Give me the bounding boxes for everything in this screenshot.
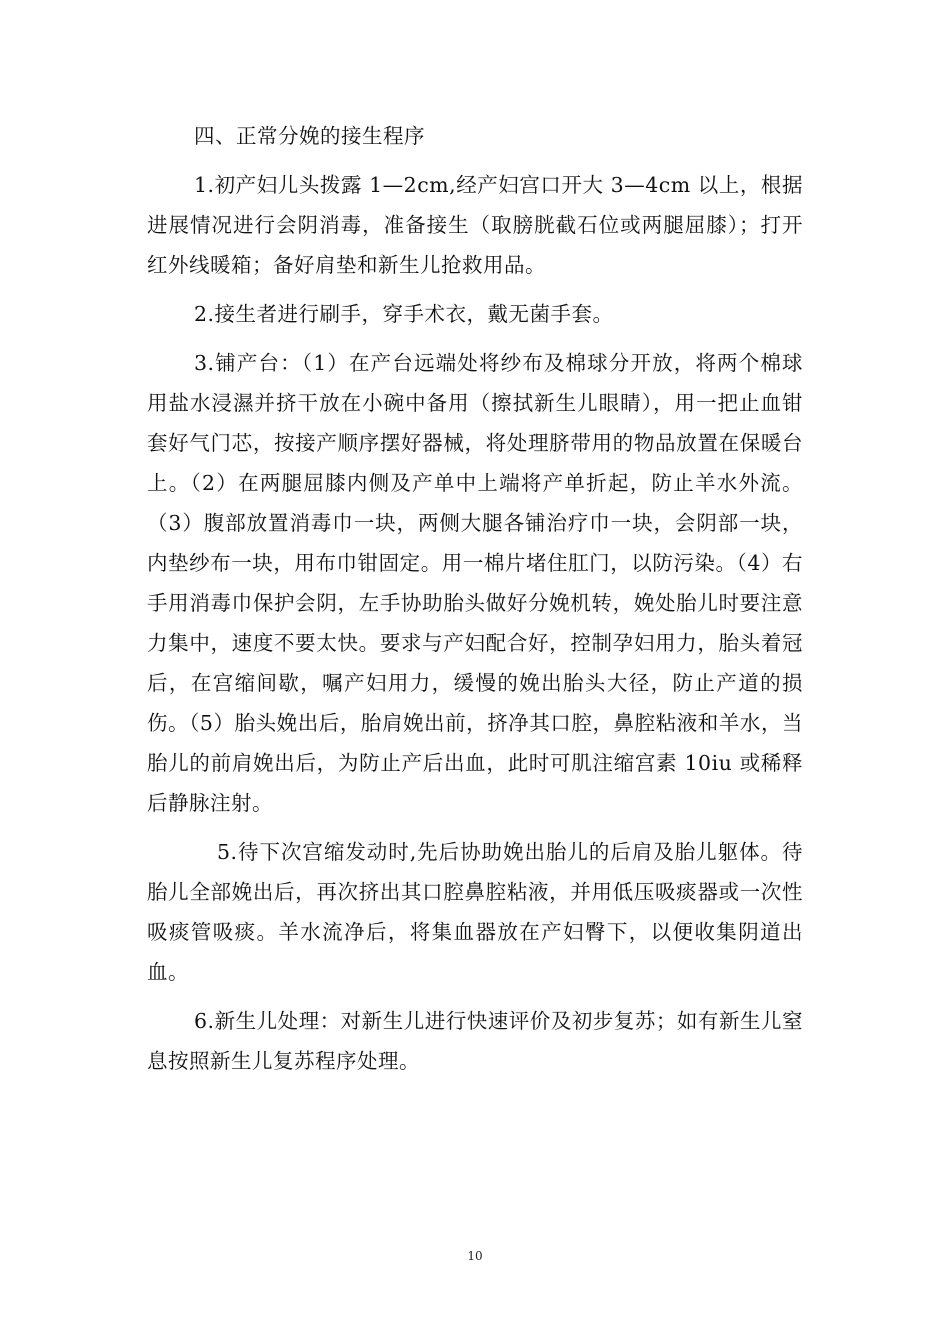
paragraph-step-3: 3.铺产台：（1）在产台远端处将纱布及棉球分开放，将两个棉球用盐水浸濕并挤干放在小碗中备用（擦拭新生儿眼睛），用一把止血钳套好气门芯，按接产顺序摆好器械，将处理脐带用的物品放置在保暖台上。（2）在两腿屈膝内侧及产单中上端将产单折起，防止羊水外流。（3）腹部放置消毒巾一块，两侧大腿各铺治疗巾一块，会阴部一块，内垫纱布一块，用布巾钳固定。用一棉片堵住肛门，以防污染。（4）右手用消毒巾保护会阴，左手协助胎头做好分娩机转，娩处胎儿时要注意力集中，速度不要太快。要求与产妇配合好，控制孕妇用力，胎头着冠后，在宫缩间歇，嘱产妇用力，缓慢的娩出胎头大径，防止产道的损伤。（5）胎头娩出后，胎肩娩出前，挤净其口腔，鼻腔粘液和羊水，当胎儿的前肩娩出后，为防止产后出血，此时可肌注缩宫素 10iu 或稀释后静脉注射。 — [147, 351, 803, 815]
paragraph-step-2: 2.接生者进行刷手，穿手术衣，戴无菌手套。 — [194, 302, 614, 326]
paragraph-step-1: 1.初产妇儿头拨露 1—2cm,经产妇宫口开大 3—4cm 以上，根据进展情况进行会阴消毒，准备接生（取膀胱截石位或两腿屈膝）；打开红外线暖箱；备好肩垫和新生儿抢救用品。 — [147, 173, 803, 277]
paragraph-step-6: 6.新生儿处理：对新生儿进行快速评价及初步复苏；如有新生儿窒息按照新生儿复苏程序处理。 — [147, 1009, 803, 1073]
paragraph-step-5: 5.待下次宫缩发动时,先后协助娩出胎儿的后肩及胎儿躯体。待胎儿全部娩出后，再次挤出其口腔鼻腔粘液，并用低压吸痰器或一次性吸痰管吸痰。羊水流净后，将集血器放在产妇臀下，以便收集阴道出血。 — [147, 840, 803, 984]
page-number: 10 — [467, 1249, 483, 1263]
document-body — [147, 116, 803, 1081]
section-heading: 四、正常分娩的接生程序 — [194, 124, 425, 148]
